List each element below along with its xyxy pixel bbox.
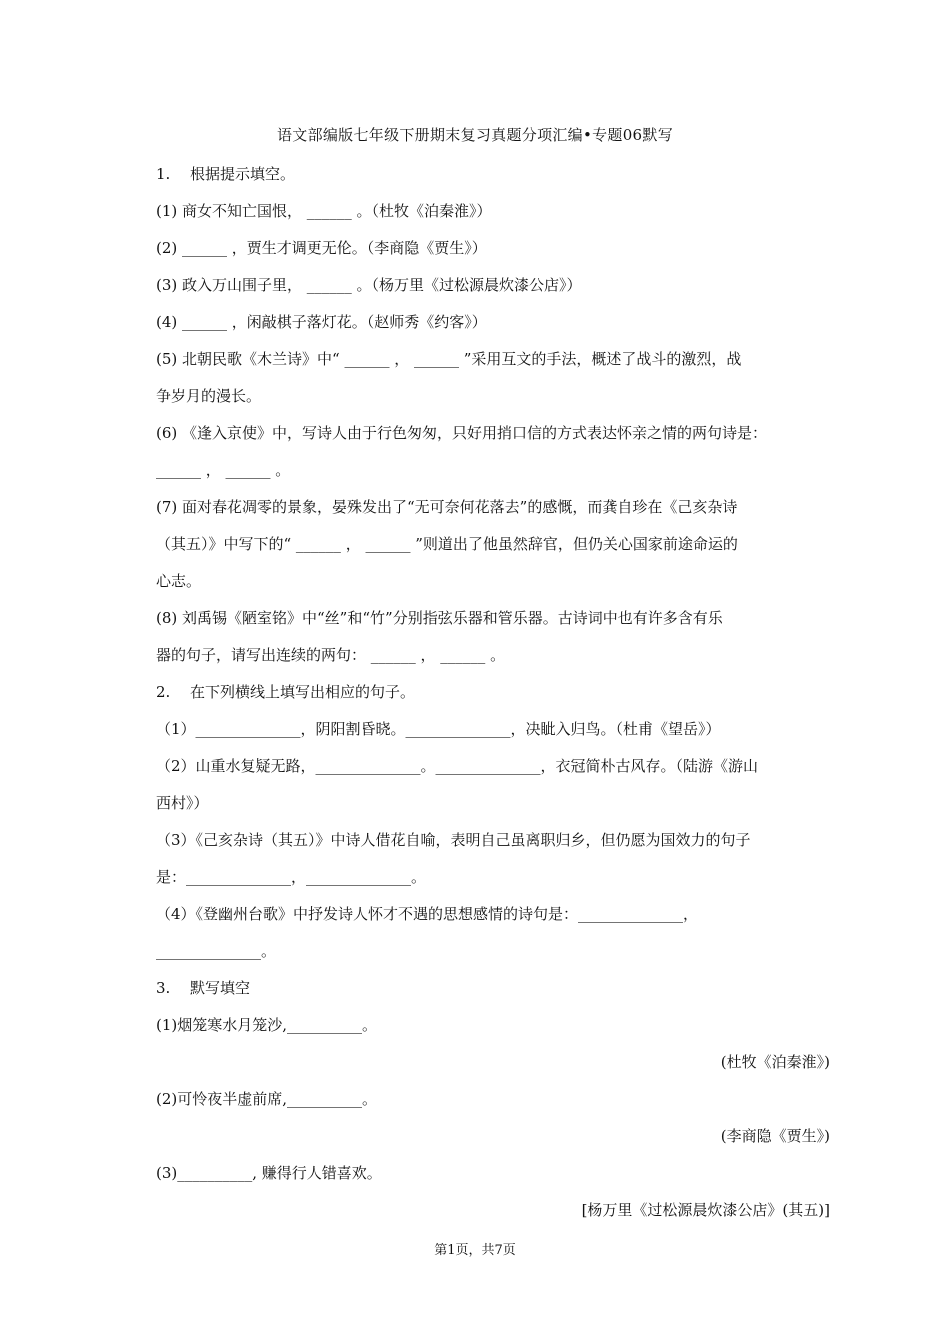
question-stem: 根据提示填空。 [190,165,296,183]
fill-item: (1)烟笼寒水月笼沙,__________。 [156,1016,378,1034]
question-line: （1）______________，阴阳割昏晓。______________，决眦入归鸟。（杜甫《望岳》） [156,720,721,738]
question-line: 心志。 [156,572,202,590]
page-footer: 第1页，共7页 [434,1243,516,1258]
question-line: 是：______________，______________。 [156,868,427,886]
question-line: (8) 刘禹锡《陋室铭》中“丝”和“竹”分别指弦乐器和管乐器。古诗词中也有许多含有乐 [156,609,723,627]
question-line: (2) ______ ，贾生才调更无伦。（李商隐《贾生》） [156,239,487,257]
question-line: 器的句子，请写出连续的两句： ______ ， ______ 。 [156,646,506,664]
question-line: (5) 北朝民歌《木兰诗》中“ ______ ， ______ ”采用互文的手法，概述了战斗的激烈，战 [156,350,742,368]
question-line: 争岁月的漫长。 [156,387,262,405]
fill-item: (2)可怜夜半虚前席,__________。 [156,1090,378,1108]
poem-source: [杨万里《过松源晨炊漆公店》(其五)] [581,1201,830,1219]
question-stem: 在下列横线上填写出相应的句子。 [190,683,416,701]
page-title: 语文部编版七年级下册期末复习真题分项汇编•专题06默写 [276,126,674,144]
question-line: 西村》） [156,794,209,812]
question-number: 2. [156,683,171,701]
question-line: (3) 政入万山围子里， ______ 。（杨万里《过松源晨炊漆公店》） [156,276,582,294]
question-line: （2）山重水复疑无路，______________。______________，衣冠简朴古风存。（陆游《游山 [156,757,759,775]
question-line: (1) 商女不知亡国恨， ______ 。（杜牧《泊秦淮》） [156,202,492,220]
question-line: ______ ， ______ 。 [156,461,291,479]
question-line: (4) ______ ，闲敲棋子落灯花。（赵师秀《约客》） [156,313,487,331]
question-list [156,156,830,1229]
question-1-header [156,156,830,193]
question-line: ______________。 [156,942,277,960]
poem-source: (李商隐《贾生》) [720,1127,830,1145]
question-line: (7) 面对春花凋零的景象，晏殊发出了“无可奈何花落去”的感慨，而龚自珍在《己亥杂诗 [156,498,738,516]
question-number: 1. [156,165,171,183]
poem-source: (杜牧《泊秦淮》) [720,1053,830,1071]
fill-item: (3)__________, 赚得行人错喜欢。 [156,1164,382,1182]
question-line: (6) 《逢入京使》中，写诗人由于行色匆匆，只好用捎口信的方式表达怀亲之情的两句诗是： [156,424,768,442]
question-stem: 默写填空 [190,979,251,997]
question-2-header [156,674,830,711]
question-line: （3）《己亥杂诗（其五）》中诗人借花自喻，表明自己虽离职归乡，但仍愿为国效力的句子 [156,831,751,849]
question-line: （其五）》中写下的“ ______ ， ______ ”则道出了他虽然辞官，但仍关心国家前途命运的 [156,535,738,553]
question-number: 3. [156,979,171,997]
question-line: （4）《登幽州台歌》中抒发诗人怀才不遇的思想感情的诗句是：______________， [156,905,699,923]
question-3-header [156,970,830,1007]
